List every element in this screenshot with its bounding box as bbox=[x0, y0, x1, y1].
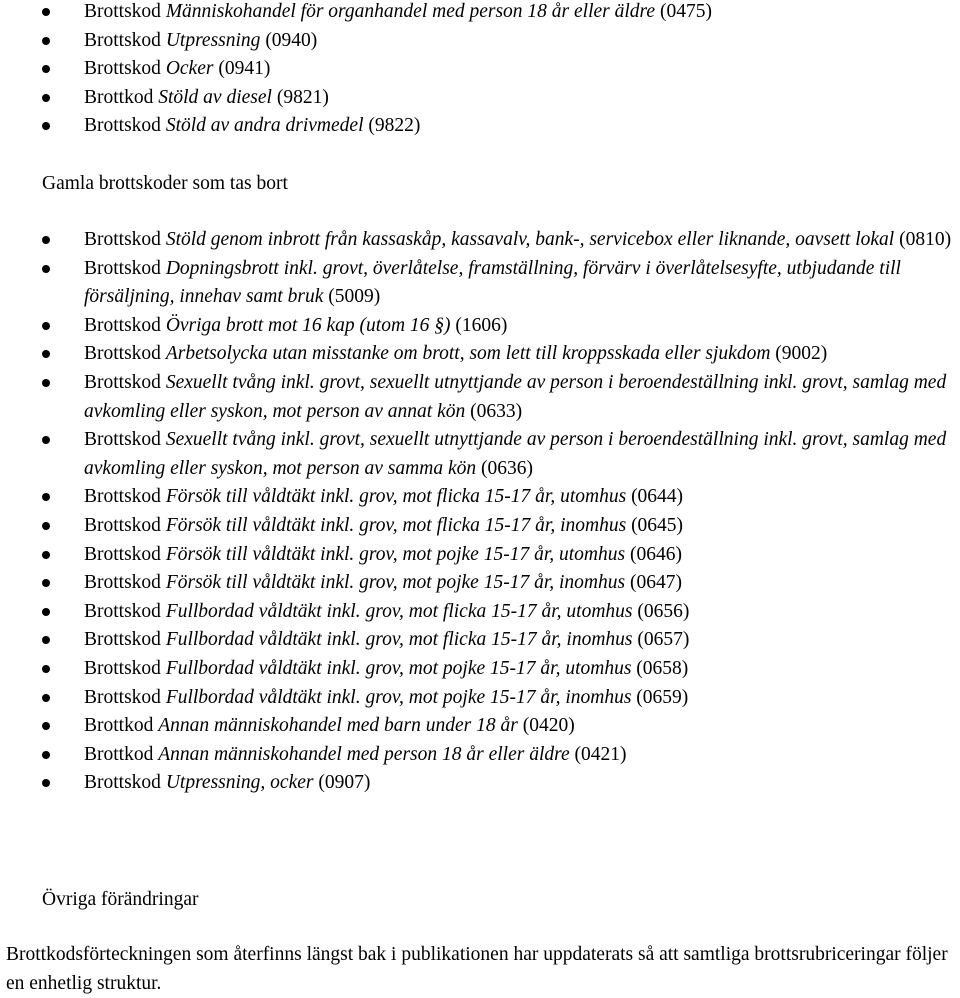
crime-description: Människohandel för organhandel med person 18 år eller äldre bbox=[165, 1, 656, 22]
code-prefix: Brottskod bbox=[84, 314, 166, 336]
crime-description: Dopningsbrott inkl. grovt, överlåtelse, framställning, förvärv i överlåtelsesyfte, utbjudande till försäljning, innehav samt bruk bbox=[84, 257, 901, 308]
crime-description: Arbetsolycka utan misstanke om brott, som lett till kroppsskada eller sjukdom bbox=[165, 343, 771, 365]
crime-description: Stöld genom inbrott från kassaskåp, kassavalv, bank-, servicebox eller liknande, oavsett lokal bbox=[165, 229, 895, 250]
crime-description: Fullbordad våldtäkt inkl. grov, mot pojke 15-17 år, utomhus bbox=[165, 657, 632, 679]
crime-code-number: (0658) bbox=[631, 657, 689, 679]
list-item bbox=[0, 655, 955, 684]
crime-description: Övriga brott mot 16 kap (utom 16 §) bbox=[165, 314, 451, 336]
code-prefix: Brottskod bbox=[84, 429, 166, 451]
crime-description: Utpressning, ocker bbox=[165, 772, 314, 794]
code-prefix: Brottkod bbox=[84, 86, 159, 108]
list-item bbox=[0, 483, 955, 512]
crime-description: Försök till våldtäkt inkl. grov, mot flicka 15-17 år, utomhus bbox=[165, 486, 627, 508]
section-heading-other-changes: Övriga förändringar bbox=[42, 889, 199, 910]
crime-code-number: (0907) bbox=[313, 772, 371, 794]
crime-code-number: (0940) bbox=[260, 29, 318, 51]
code-prefix: Brottskod bbox=[84, 686, 166, 708]
list-item bbox=[0, 769, 955, 798]
code-prefix: Brottkod bbox=[84, 715, 159, 737]
crime-description: Stöld av diesel bbox=[158, 86, 272, 108]
crime-code-number: (0657) bbox=[632, 629, 690, 651]
list-item bbox=[0, 541, 955, 570]
crime-description: Sexuellt tvång inkl. grovt, sexuellt utnyttjande av person i beroendeställning inkl. grovt, samlag med avkomling eller syskon, mot person av annat kön bbox=[84, 371, 947, 422]
list-item bbox=[0, 226, 955, 255]
crime-description: Fullbordad våldtäkt inkl. grov, mot flicka 15-17 år, utomhus bbox=[165, 600, 633, 622]
code-prefix: Brottskod bbox=[84, 1, 166, 22]
code-prefix: Brottskod bbox=[84, 343, 166, 365]
crime-description: Annan människohandel med barn under 18 år bbox=[158, 715, 518, 737]
list-item bbox=[0, 27, 955, 56]
list-item bbox=[0, 569, 955, 598]
list-item bbox=[0, 84, 955, 113]
crime-code-number: (0633) bbox=[465, 400, 523, 422]
crime-description: Annan människohandel med person 18 år eller äldre bbox=[158, 743, 570, 765]
crime-description: Försök till våldtäkt inkl. grov, mot pojke 15-17 år, inomhus bbox=[165, 572, 626, 594]
list-item bbox=[0, 55, 955, 84]
code-prefix: Brottskod bbox=[84, 772, 166, 794]
crime-description: Fullbordad våldtäkt inkl. grov, mot pojke 15-17 år, inomhus bbox=[165, 686, 632, 708]
list-item bbox=[0, 741, 955, 770]
crime-code-number: (9822) bbox=[363, 115, 421, 137]
crime-code-number: (0656) bbox=[632, 600, 690, 622]
crime-code-number: (0810) bbox=[894, 229, 952, 250]
crime-code-number: (0421) bbox=[569, 743, 627, 765]
list-item bbox=[0, 598, 955, 627]
crime-description: Stöld av andra drivmedel bbox=[165, 115, 364, 137]
crime-description: Utpressning bbox=[165, 29, 261, 51]
removed-crime-code-list bbox=[0, 226, 955, 798]
code-prefix: Brottskod bbox=[84, 657, 166, 679]
code-prefix: Brottskod bbox=[84, 543, 166, 565]
code-prefix: Brottskod bbox=[84, 115, 166, 137]
code-prefix: Brottskod bbox=[84, 257, 166, 279]
section-heading-old-codes: Gamla brottskoder som tas bort bbox=[42, 173, 288, 194]
crime-code-number: (0645) bbox=[626, 514, 684, 536]
closing-paragraph: Brottkodsförteckningen som återfinns längst bak i publikationen har uppdaterats så att samtliga brottsrubriceringar följer en enhetlig struktur. bbox=[6, 944, 948, 994]
crime-code-number: (9821) bbox=[271, 86, 329, 108]
crime-description: Försök till våldtäkt inkl. grov, mot pojke 15-17 år, utomhus bbox=[165, 543, 626, 565]
code-prefix: Brottkod bbox=[84, 743, 159, 765]
crime-code-number: (1606) bbox=[450, 314, 508, 336]
list-item bbox=[0, 340, 955, 369]
code-prefix: Brottskod bbox=[84, 514, 166, 536]
crime-code-number: (0941) bbox=[213, 58, 271, 80]
code-prefix: Brottskod bbox=[84, 229, 166, 250]
list-item bbox=[0, 626, 955, 655]
crime-description: Sexuellt tvång inkl. grovt, sexuellt utnyttjande av person i beroendeställning inkl. grovt, samlag med avkomling eller syskon, mot person av samma kön bbox=[84, 429, 947, 479]
crime-description: Fullbordad våldtäkt inkl. grov, mot flicka 15-17 år, inomhus bbox=[165, 629, 633, 651]
code-prefix: Brottskod bbox=[84, 572, 166, 594]
list-item bbox=[0, 684, 955, 713]
code-prefix: Brottskod bbox=[84, 29, 166, 51]
crime-code-number: (0420) bbox=[517, 715, 575, 737]
list-item bbox=[0, 426, 955, 483]
list-item bbox=[0, 712, 955, 741]
list-item bbox=[0, 0, 955, 27]
crime-code-number: (0646) bbox=[625, 543, 682, 565]
crime-description: Försök till våldtäkt inkl. grov, mot flicka 15-17 år, inomhus bbox=[165, 514, 627, 536]
list-item bbox=[0, 112, 955, 141]
crime-code-number: (0659) bbox=[631, 686, 689, 708]
crime-code-number: (5009) bbox=[323, 286, 381, 308]
crime-code-number: (0475) bbox=[655, 1, 712, 22]
crime-code-number: (0644) bbox=[626, 486, 684, 508]
code-prefix: Brottskod bbox=[84, 371, 166, 393]
code-prefix: Brottskod bbox=[84, 629, 166, 651]
list-item bbox=[0, 312, 955, 341]
crime-description: Ocker bbox=[165, 58, 214, 80]
list-item bbox=[0, 255, 955, 312]
new-crime-code-list bbox=[0, 0, 955, 141]
code-prefix: Brottskod bbox=[84, 600, 166, 622]
crime-code-number: (0647) bbox=[625, 572, 682, 594]
list-item bbox=[0, 512, 955, 541]
list-item bbox=[0, 369, 955, 426]
crime-code-number: (0636) bbox=[476, 457, 533, 479]
crime-code-number: (9002) bbox=[770, 343, 828, 365]
code-prefix: Brottskod bbox=[84, 58, 166, 80]
code-prefix: Brottskod bbox=[84, 486, 166, 508]
